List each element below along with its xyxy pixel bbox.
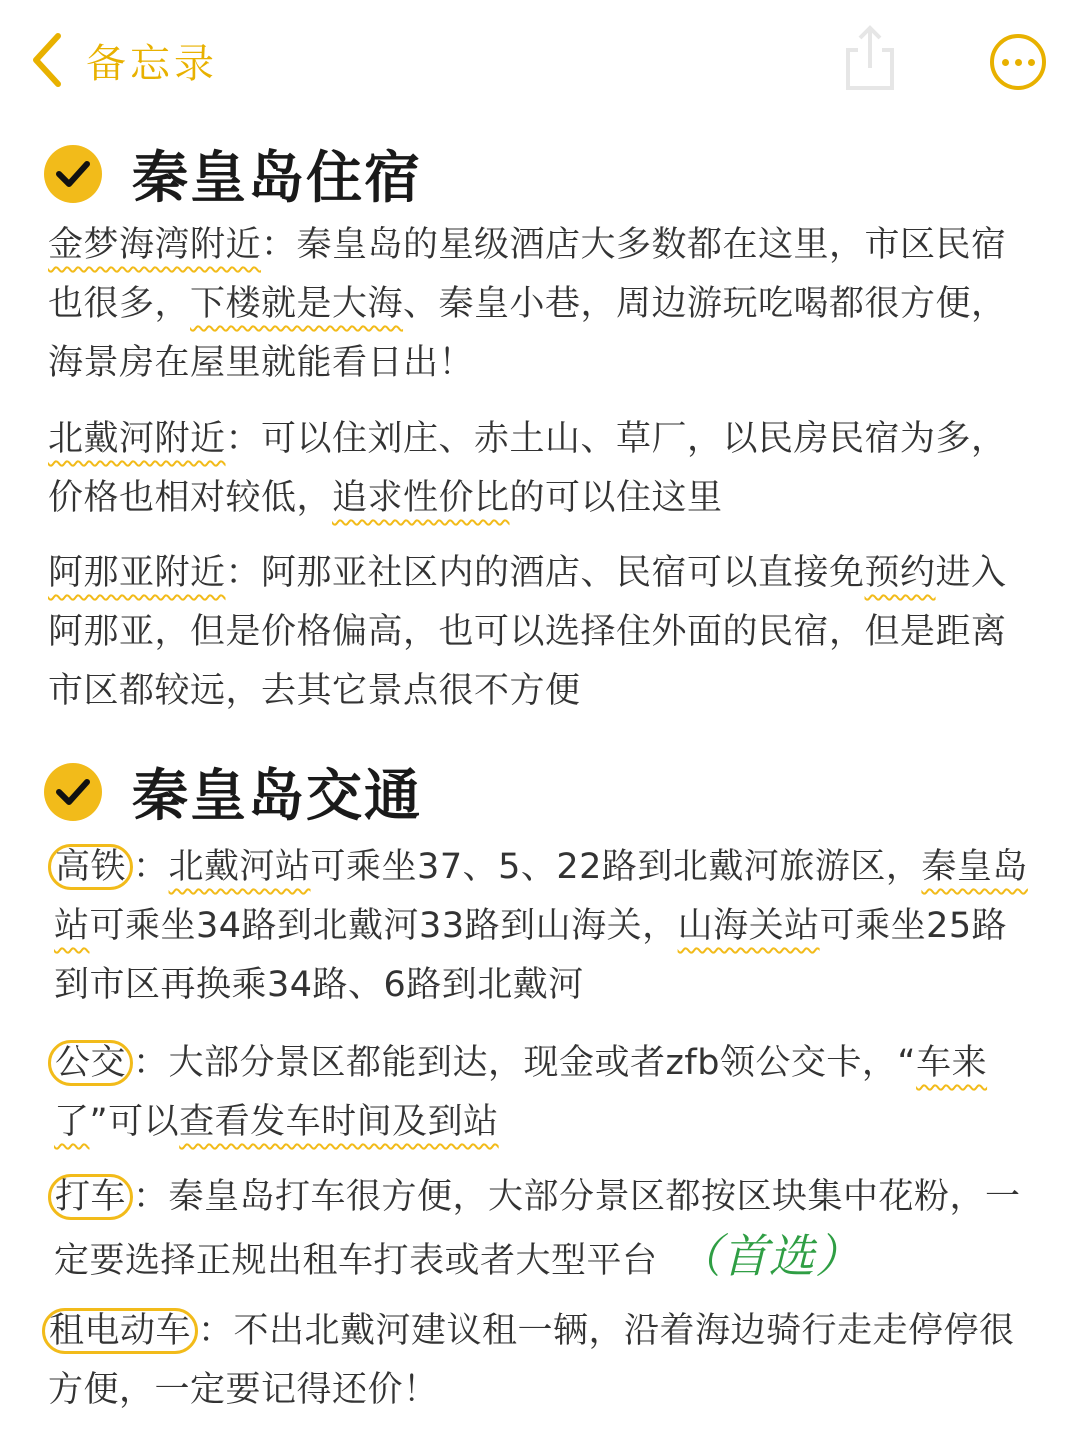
paragraph-text: 、秦皇小巷，周边游玩吃喝都很方便，海景房在屋里就能看日出！ <box>48 284 1007 383</box>
paragraph-text: 可乘坐25路到市区再换乘34路、6路到北戴河 <box>54 906 1008 1005</box>
paragraph-text: 可乘坐34路到北戴河33路到山海关， <box>89 906 678 946</box>
circled-keyword: 租电动车 <box>42 1308 198 1354</box>
check-circle-icon <box>44 145 102 203</box>
back-label: 备忘录 <box>86 40 218 87</box>
paragraph-high-speed-rail <box>54 838 1038 1015</box>
paragraph-text: ：大部分景区都能到达，现金或者zfb领公交卡，“ <box>133 1043 917 1083</box>
paragraph-jinmeng <box>48 216 1038 393</box>
circled-keyword: 打车 <box>48 1174 133 1220</box>
circled-keyword: 公交 <box>48 1040 133 1086</box>
paragraph-text: ： <box>133 847 169 887</box>
paragraph-text: 进入阿那亚，但是价格偏高，也可以选择住外面的民宿，但是距离市区都较远，去其它景点很不方便 <box>48 553 1007 711</box>
share-button[interactable] <box>840 24 900 94</box>
chevron-left-icon <box>30 32 64 88</box>
paragraph-text: ：秦皇岛打车很方便，大部分景区都按区块集中花粉，一定要选择正规出租车打表或者大型平台 <box>54 1177 1021 1281</box>
paragraph-text: ”可以 <box>89 1102 180 1142</box>
highlight-phrase: 秦皇岛站 <box>54 847 1028 946</box>
paragraph-text: ：可以住刘庄、赤土山、草厂，以民房民宿为多，价格也相对较低， <box>48 419 1007 518</box>
highlight-keyword: 金梦海湾附近 <box>48 225 262 265</box>
highlight-keyword: 北戴河附近 <box>48 419 226 459</box>
share-icon <box>840 24 900 94</box>
highlight-phrase: 查看发车时间及到站 <box>179 1102 499 1142</box>
highlight-phrase: 车来了 <box>54 1043 988 1142</box>
dot-icon <box>1002 59 1009 66</box>
paragraph-text: ：不出北戴河建议租一辆，沿着海边骑行走走停停很方便，一定要记得还价！ <box>48 1311 1015 1410</box>
section-header-accommodation <box>44 134 422 214</box>
paragraph-aranya <box>48 544 1038 721</box>
section-title: 秦皇岛住宿 <box>132 146 422 211</box>
highlight-phrase: 预约 <box>864 553 936 593</box>
paragraph-taxi <box>54 1168 1038 1291</box>
highlight-phrase: 山海关站 <box>677 906 820 946</box>
circled-keyword: 高铁 <box>48 844 133 890</box>
section-header-transport <box>44 752 422 832</box>
handwritten-note: （首选） <box>675 1229 862 1283</box>
paragraph-text: ：秦皇岛的星级酒店大多数都在这里，市区民宿也很多， <box>48 225 1007 324</box>
highlight-phrase: 下楼就是大海 <box>190 284 404 324</box>
paragraph-text: 可乘坐37、5、22路到北戴河旅游区， <box>310 847 922 887</box>
highlight-phrase: 追求性价比 <box>332 478 510 518</box>
nav-bar <box>0 0 1080 120</box>
dot-icon <box>1028 59 1035 66</box>
paragraph-text: 的可以住这里 <box>509 478 723 518</box>
paragraph-text: ：阿那亚社区内的酒店、民宿可以直接免 <box>225 553 865 593</box>
paragraph-beidaihe <box>48 410 1038 528</box>
highlight-keyword: 阿那亚附近 <box>48 553 226 593</box>
paragraph-bus <box>54 1034 1038 1152</box>
more-options-button[interactable] <box>990 34 1046 90</box>
check-circle-icon <box>44 763 102 821</box>
paragraph-e-bike <box>48 1302 1038 1420</box>
dot-icon <box>1015 59 1022 66</box>
highlight-phrase: 北戴河站 <box>168 847 311 887</box>
back-button[interactable] <box>30 28 218 92</box>
section-title: 秦皇岛交通 <box>132 764 422 829</box>
